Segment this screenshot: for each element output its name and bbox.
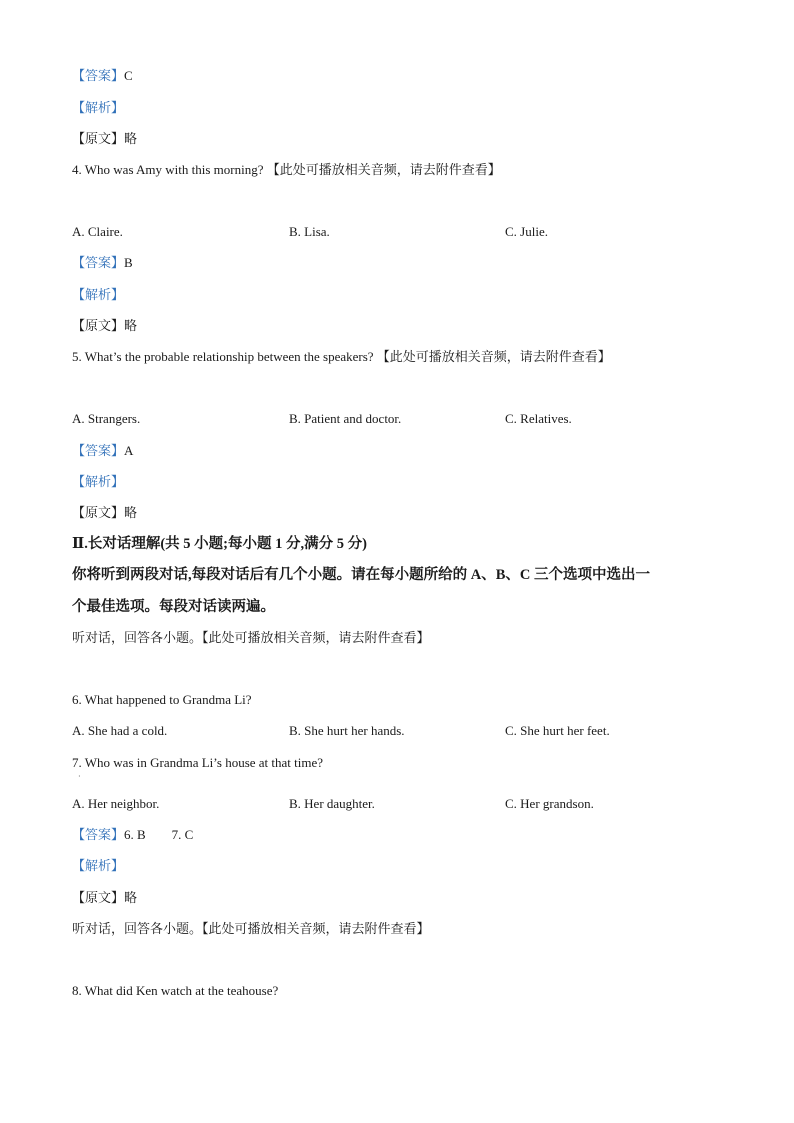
answer-value: C — [124, 68, 133, 83]
question-text: 5. What’s the probable relationship between the speakers? — [72, 349, 374, 364]
answer-label: 【答案】 — [72, 255, 125, 270]
analysis-label: 【解析】 — [72, 858, 125, 873]
question-7: 7. Who was in Grandma Li’s house at that time? — [72, 755, 324, 770]
analysis-label: 【解析】 — [72, 287, 125, 302]
answer-row-q6-q7 — [72, 827, 193, 843]
original-label: 【原文】 — [72, 890, 125, 905]
analysis-label: 【解析】 — [72, 100, 125, 115]
section-heading: Ⅱ.长对话理解(共 5 小题;每小题 1 分,满分 5 分) — [72, 536, 367, 552]
original-row-q5 — [72, 505, 137, 521]
audio-link[interactable]: 【此处可播放相关音频，请去附件查看】 — [266, 162, 501, 177]
q7-option-b: B. Her daughter. — [289, 796, 375, 811]
audio-link[interactable]: 【此处可播放相关音频，请去附件查看】 — [202, 630, 430, 645]
audio-link[interactable]: 【此处可播放相关音频，请去附件查看】 — [376, 349, 611, 364]
answer-value: 6. B 7. C — [124, 827, 194, 842]
original-value: 略 — [124, 131, 138, 146]
original-value: 略 — [124, 505, 138, 520]
dialog-intro-text: 听对话，回答各小题。 — [72, 630, 203, 645]
answer-row-q3 — [72, 68, 133, 84]
original-row-q3 — [72, 131, 137, 147]
answer-label: 【答案】 — [72, 68, 125, 83]
question-6: 6. What happened to Grandma Li? — [72, 692, 252, 707]
q7-option-a: A. Her neighbor. — [72, 796, 160, 811]
stray-mark: · — [78, 772, 81, 781]
original-label: 【原文】 — [72, 318, 125, 333]
analysis-row-q6-q7 — [72, 858, 124, 874]
analysis-row-q5 — [72, 474, 124, 490]
section-instruction-2: 个最佳选项。每段对话读两遍。 — [72, 599, 275, 615]
q5-option-b: B. Patient and doctor. — [289, 411, 402, 426]
q6-option-a: A. She had a cold. — [72, 723, 168, 738]
original-label: 【原文】 — [72, 131, 125, 146]
section-instruction-1: 你将听到两段对话,每段对话后有几个小题。请在每小题所给的 A、B、C 三个选项中选出一 — [72, 567, 650, 583]
q6-option-c: C. She hurt her feet. — [505, 723, 610, 738]
audio-link[interactable]: 【此处可播放相关音频，请去附件查看】 — [202, 921, 430, 936]
analysis-row-q3 — [72, 100, 124, 116]
analysis-row-q4 — [72, 287, 124, 303]
original-label: 【原文】 — [72, 505, 125, 520]
original-value: 略 — [124, 890, 138, 905]
q7-option-c: C. Her grandson. — [505, 796, 594, 811]
q4-option-c: C. Julie. — [505, 224, 548, 239]
dialog1-intro — [72, 630, 430, 646]
q5-option-a: A. Strangers. — [72, 411, 141, 426]
answer-row-q5 — [72, 443, 133, 459]
question-5 — [72, 349, 611, 365]
q4-option-a: A. Claire. — [72, 224, 123, 239]
original-value: 略 — [124, 318, 138, 333]
original-row-q4 — [72, 318, 137, 334]
question-4 — [72, 162, 501, 178]
answer-value: B — [124, 255, 133, 270]
dialog2-intro — [72, 921, 430, 937]
analysis-label: 【解析】 — [72, 474, 125, 489]
answer-label: 【答案】 — [72, 827, 125, 842]
answer-value: A — [124, 443, 134, 458]
dialog-intro-text: 听对话，回答各小题。 — [72, 921, 203, 936]
answer-label: 【答案】 — [72, 443, 125, 458]
answer-row-q4 — [72, 255, 133, 271]
question-8: 8. What did Ken watch at the teahouse? — [72, 983, 279, 998]
original-row-q6-q7 — [72, 890, 137, 906]
question-text: 4. Who was Amy with this morning? — [72, 162, 264, 177]
q5-option-c: C. Relatives. — [505, 411, 572, 426]
q4-option-b: B. Lisa. — [289, 224, 330, 239]
q6-option-b: B. She hurt her hands. — [289, 723, 405, 738]
